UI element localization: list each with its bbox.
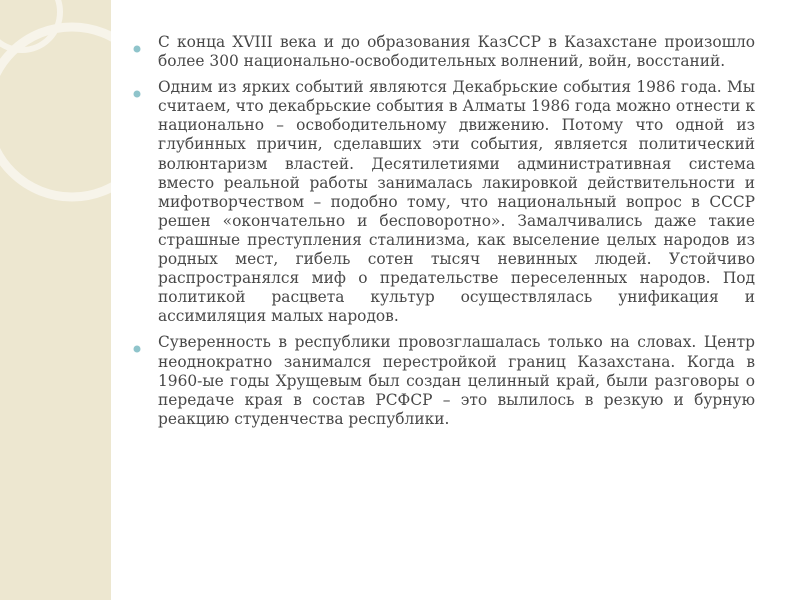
bullet-text: С конца XVIII века и до образования КазССР в Казахстане произошло более 300 национально-освободительных волнений, войн, восстаний.: [158, 33, 755, 71]
slide-body: [130, 33, 755, 436]
bullet-item: [130, 78, 755, 326]
bullet-dot-icon: [133, 339, 141, 347]
bullet-item: [130, 33, 755, 71]
bullet-text: Одним из ярких событий являются Декабрьские события 1986 года. Мы считаем, что декабрьские события в Алматы 1986 года можно отнести к национально – освободительному движению. Потому что одной из глубинных причин, сделавших эти события, является политический волюнтаризм властей. Десятилетиями административная система вместо реальной работы занималась лакировкой действительности и мифотворчеством – подобно тому, что национальный вопрос в СССР решен «окончательно и бесповоротно». Замалчивались даже такие страшные преступления сталинизма, как выселение целых народов из родных мест, гибель сотен тысяч невинных людей. Устойчиво распространялся миф о предательстве переселенных народов. Под политикой расцвета культур осуществлялась унификация и ассимиляция малых народов.: [158, 78, 755, 326]
decorative-side-panel: [0, 0, 111, 600]
bullet-dot-icon: [133, 84, 141, 92]
bullet-item: [130, 333, 755, 428]
bullet-dot-icon: [133, 39, 141, 47]
decorative-rings-graphic: [0, 0, 111, 600]
bullet-text: Суверенность в республики провозглашалась только на словах. Центр неоднократно занимался перестройкой границ Казахстана. Когда в 1960-ые годы Хрущевым был создан целинный край, были разговоры о передаче края в состав РСФСР – это вылилось в резкую и бурную реакцию студенчества республики.: [158, 333, 755, 428]
